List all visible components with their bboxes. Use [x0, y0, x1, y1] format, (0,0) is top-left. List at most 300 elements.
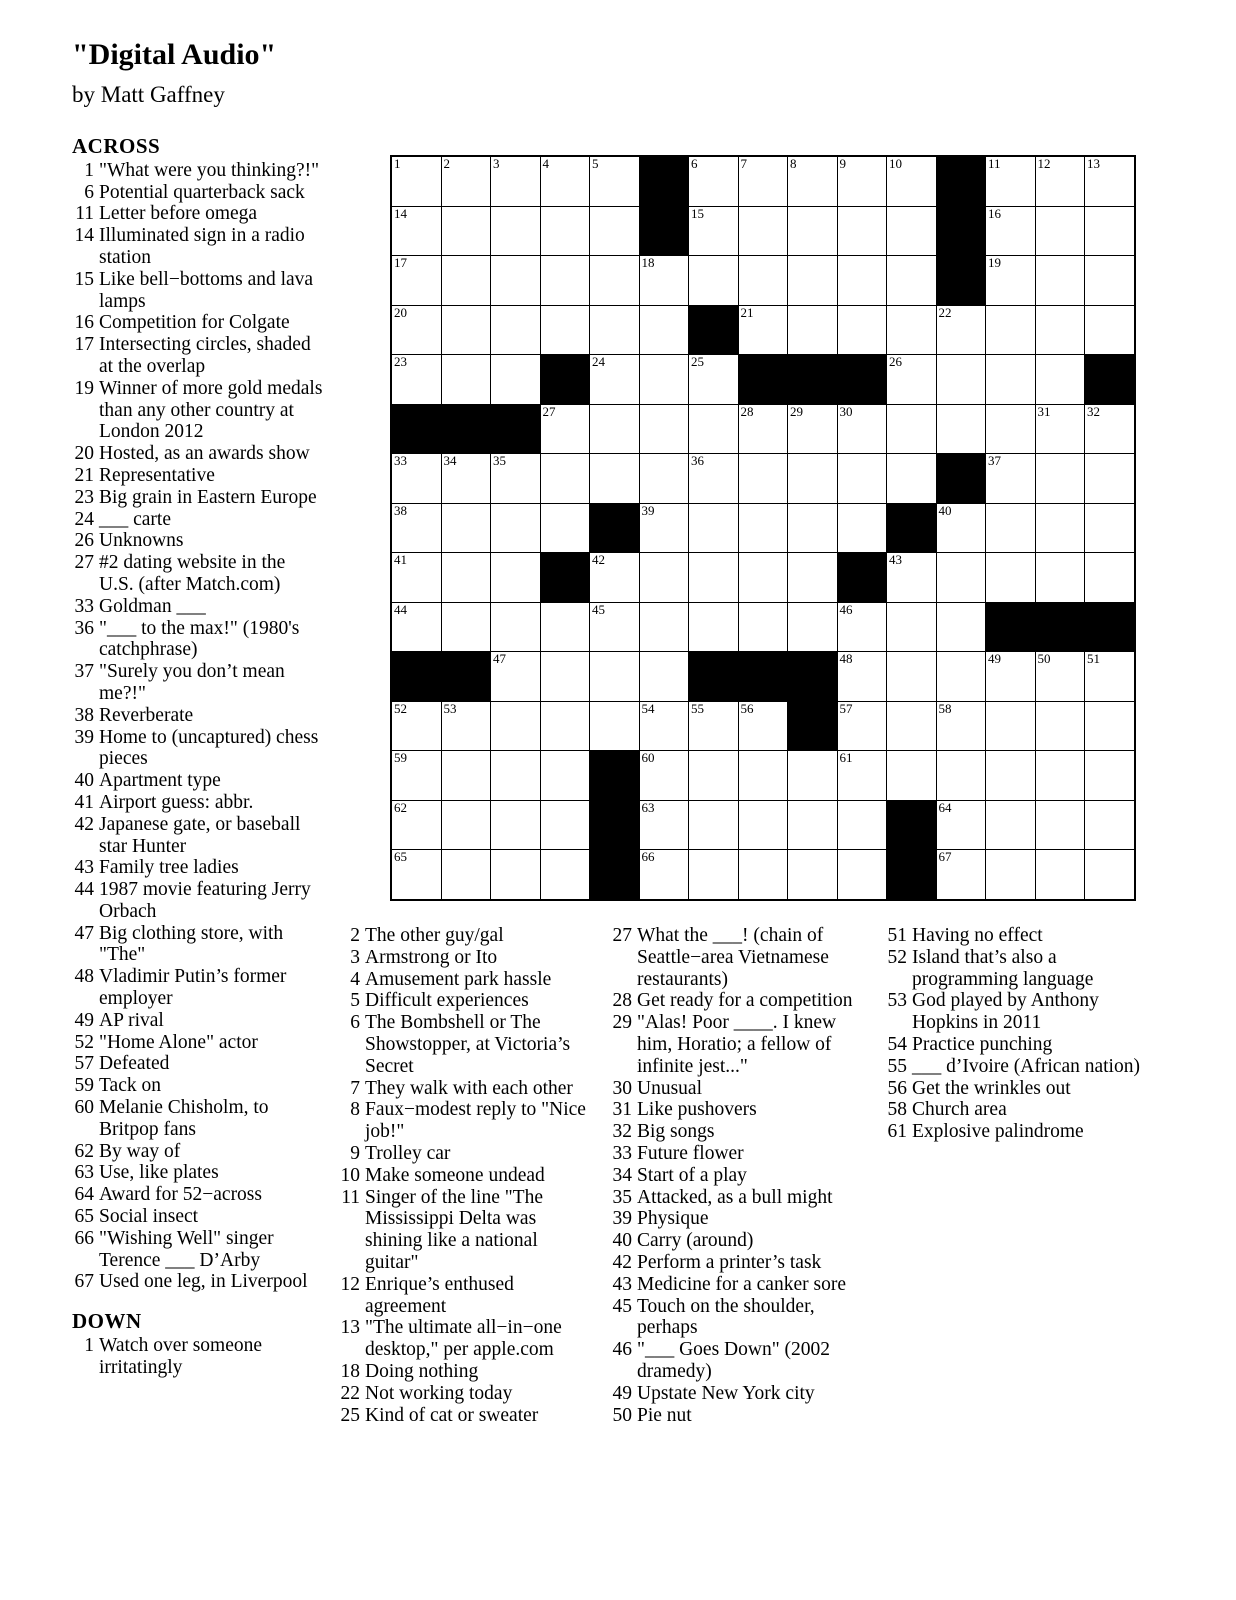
grid-cell[interactable] — [986, 156, 1036, 206]
grid-cell[interactable] — [837, 751, 887, 801]
grid-cell[interactable] — [1035, 206, 1085, 256]
grid-cell[interactable] — [1035, 305, 1085, 355]
grid-cell[interactable] — [1035, 751, 1085, 801]
grid-cell[interactable] — [391, 602, 441, 652]
grid-cell-number: 43 — [889, 552, 902, 567]
clue-item — [72, 465, 324, 487]
clue-text: Like bell−bottoms and lava lamps — [99, 268, 314, 312]
grid-block-cell — [986, 602, 1036, 652]
grid-cell[interactable] — [590, 404, 640, 454]
grid-cell[interactable] — [738, 553, 788, 603]
across-clue-list — [72, 160, 324, 1293]
grid-cell[interactable] — [1085, 156, 1135, 206]
grid-block-cell — [887, 503, 937, 553]
grid-cell[interactable] — [639, 256, 689, 306]
grid-cell[interactable] — [689, 751, 739, 801]
grid-cell[interactable] — [689, 850, 739, 900]
across-clue-column — [72, 136, 324, 1379]
grid-cell-number: 9 — [839, 156, 846, 171]
grid-cell[interactable] — [639, 850, 689, 900]
grid-cell[interactable] — [738, 305, 788, 355]
grid-cell[interactable] — [887, 454, 937, 504]
clue-text: Reverberate — [99, 704, 194, 726]
grid-cell[interactable] — [837, 256, 887, 306]
grid-cell[interactable] — [590, 652, 640, 702]
grid-cell[interactable] — [441, 256, 491, 306]
clue-number: 30 — [612, 1077, 632, 1099]
grid-cell[interactable] — [391, 305, 441, 355]
grid-cell[interactable] — [590, 355, 640, 405]
grid-cell[interactable] — [491, 602, 541, 652]
grid-cell[interactable] — [391, 503, 441, 553]
clue-number: 48 — [74, 966, 94, 988]
grid-cell[interactable] — [1085, 454, 1135, 504]
grid-cell[interactable] — [738, 751, 788, 801]
grid-cell-number: 23 — [394, 354, 407, 369]
grid-cell[interactable] — [639, 404, 689, 454]
grid-cell[interactable] — [491, 652, 541, 702]
grid-cell[interactable] — [540, 850, 590, 900]
grid-cell[interactable] — [639, 305, 689, 355]
grid-cell[interactable] — [837, 652, 887, 702]
grid-cell[interactable] — [491, 701, 541, 751]
grid-cell[interactable] — [1085, 503, 1135, 553]
grid-cell[interactable] — [887, 652, 937, 702]
grid-cell[interactable] — [639, 701, 689, 751]
clue-text: Family tree ladies — [99, 857, 239, 879]
grid-cell[interactable] — [1085, 553, 1135, 603]
grid-cell[interactable] — [986, 256, 1036, 306]
grid-cell[interactable] — [788, 454, 838, 504]
grid-cell[interactable] — [936, 503, 986, 553]
grid-cell[interactable] — [837, 305, 887, 355]
grid-cell[interactable] — [590, 305, 640, 355]
grid-block-cell — [936, 156, 986, 206]
grid-cell[interactable] — [441, 206, 491, 256]
grid-row — [391, 701, 1135, 751]
clue-number: 19 — [74, 377, 94, 399]
clue-text: Home to (uncaptured) chess pieces — [99, 726, 319, 770]
clue-item — [610, 925, 872, 990]
clue-text: "Surely you don’t mean me?!" — [99, 661, 285, 704]
clue-number: 44 — [74, 879, 94, 901]
grid-cell[interactable] — [1085, 800, 1135, 850]
grid-cell[interactable] — [837, 404, 887, 454]
grid-cell[interactable] — [936, 800, 986, 850]
grid-cell[interactable] — [491, 503, 541, 553]
clue-text: Competition for Colgate — [99, 312, 290, 334]
clue-number: 31 — [612, 1099, 632, 1121]
grid-cell-number: 47 — [493, 651, 506, 666]
clue-item — [338, 1274, 596, 1318]
clue-item — [72, 727, 324, 771]
grid-cell-number: 44 — [394, 601, 407, 617]
grid-cell[interactable] — [1085, 701, 1135, 751]
grid-cell-number: 55 — [691, 700, 704, 716]
grid-cell[interactable] — [738, 206, 788, 256]
grid-block-cell — [788, 355, 838, 405]
grid-cell[interactable] — [1035, 652, 1085, 702]
clue-item — [885, 1078, 1143, 1100]
grid-cell[interactable] — [639, 751, 689, 801]
grid-cell-number: 57 — [839, 700, 853, 716]
grid-cell[interactable] — [491, 850, 541, 900]
grid-cell[interactable] — [936, 404, 986, 454]
grid-cell[interactable] — [540, 751, 590, 801]
grid-block-cell — [1085, 355, 1135, 405]
grid-cell[interactable] — [986, 751, 1036, 801]
clue-item — [72, 966, 324, 1010]
grid-cell[interactable] — [1035, 850, 1085, 900]
grid-cell[interactable] — [936, 355, 986, 405]
grid-cell[interactable] — [1035, 553, 1085, 603]
grid-cell[interactable] — [441, 355, 491, 405]
grid-cell[interactable] — [986, 305, 1036, 355]
down-clue-column-4 — [885, 925, 1143, 1143]
clue-number: 47 — [74, 922, 94, 944]
grid-cell[interactable] — [1085, 256, 1135, 306]
grid-cell[interactable] — [441, 602, 491, 652]
clue-text: Like pushovers — [637, 1099, 757, 1121]
grid-cell[interactable] — [986, 800, 1036, 850]
grid-cell[interactable] — [441, 503, 491, 553]
grid-cell[interactable] — [590, 701, 640, 751]
clue-item — [338, 1012, 596, 1077]
clue-item — [610, 1121, 872, 1143]
grid-cell[interactable] — [391, 454, 441, 504]
clue-item — [338, 1405, 596, 1427]
grid-cell[interactable] — [788, 503, 838, 553]
grid-cell[interactable] — [788, 850, 838, 900]
grid-cell[interactable] — [689, 355, 739, 405]
clue-item — [72, 1053, 324, 1075]
grid-cell[interactable] — [540, 503, 590, 553]
grid-cell[interactable] — [590, 156, 640, 206]
clue-text: What the ___! (chain of Seattle−area Vietnamese restaurants) — [637, 925, 829, 990]
grid-cell[interactable] — [738, 503, 788, 553]
grid-cell[interactable] — [1035, 454, 1085, 504]
clue-text: Representative — [99, 464, 215, 486]
grid-cell[interactable] — [639, 553, 689, 603]
grid-cell[interactable] — [837, 503, 887, 553]
clue-text: Apartment type — [99, 770, 221, 792]
grid-block-cell — [391, 404, 441, 454]
grid-cell[interactable] — [1085, 850, 1135, 900]
clue-text: "The ultimate all−in−one desktop," per apple.com — [365, 1317, 562, 1361]
grid-cell[interactable] — [689, 404, 739, 454]
grid-cell[interactable] — [1035, 800, 1085, 850]
clue-number: 26 — [74, 530, 94, 552]
grid-cell[interactable] — [738, 850, 788, 900]
clue-text: Melanie Chisholm, to Britpop fans — [99, 1097, 269, 1140]
clue-number: 52 — [887, 946, 907, 968]
grid-cell-number: 64 — [938, 799, 952, 815]
grid-cell[interactable] — [887, 404, 937, 454]
grid-cell[interactable] — [788, 602, 838, 652]
grid-cell[interactable] — [788, 156, 838, 206]
grid-cell[interactable] — [788, 206, 838, 256]
clue-text: Carry (around) — [637, 1230, 754, 1252]
grid-cell[interactable] — [441, 701, 491, 751]
grid-cell[interactable] — [1085, 206, 1135, 256]
grid-cell[interactable] — [986, 404, 1036, 454]
clue-number: 33 — [74, 595, 94, 617]
grid-cell[interactable] — [689, 156, 739, 206]
grid-cell[interactable] — [491, 553, 541, 603]
grid-cell[interactable] — [1035, 503, 1085, 553]
grid-cell[interactable] — [590, 454, 640, 504]
grid-cell[interactable] — [441, 156, 491, 206]
grid-cell[interactable] — [540, 256, 590, 306]
grid-cell[interactable] — [936, 701, 986, 751]
grid-cell[interactable] — [887, 256, 937, 306]
grid-cell[interactable] — [689, 800, 739, 850]
grid-cell[interactable] — [986, 206, 1036, 256]
grid-cell-number: 41 — [394, 552, 407, 567]
grid-cell[interactable] — [540, 602, 590, 652]
clue-item — [610, 990, 872, 1012]
grid-cell[interactable] — [441, 850, 491, 900]
clue-number: 46 — [612, 1339, 632, 1361]
clue-number: 32 — [612, 1121, 632, 1143]
grid-cell[interactable] — [391, 256, 441, 306]
grid-cell[interactable] — [986, 701, 1036, 751]
grid-cell[interactable] — [540, 454, 590, 504]
grid-cell[interactable] — [788, 404, 838, 454]
grid-cell[interactable] — [986, 503, 1036, 553]
grid-table[interactable] — [390, 155, 1136, 901]
clue-item — [72, 487, 324, 509]
grid-cell[interactable] — [391, 800, 441, 850]
grid-cell[interactable] — [1085, 652, 1135, 702]
clue-text: Island that’s also a programming language — [912, 946, 1094, 990]
grid-cell[interactable] — [491, 305, 541, 355]
grid-cell[interactable] — [590, 256, 640, 306]
grid-row — [391, 602, 1135, 652]
down-clue-list-3 — [610, 925, 872, 1426]
clue-text: Future flower — [637, 1142, 744, 1164]
across-heading: ACROSS — [72, 134, 161, 158]
grid-cell[interactable] — [441, 305, 491, 355]
grid-cell[interactable] — [639, 602, 689, 652]
clue-item — [72, 334, 324, 378]
grid-cell-number: 36 — [691, 453, 704, 468]
grid-cell[interactable] — [689, 503, 739, 553]
grid-cell[interactable] — [540, 800, 590, 850]
grid-cell[interactable] — [540, 206, 590, 256]
grid-cell[interactable] — [788, 751, 838, 801]
grid-cell[interactable] — [887, 355, 937, 405]
grid-cell[interactable] — [738, 404, 788, 454]
grid-cell[interactable] — [391, 156, 441, 206]
grid-cell[interactable] — [590, 206, 640, 256]
grid-cell[interactable] — [540, 701, 590, 751]
clue-text: Used one leg, in Liverpool — [99, 1271, 308, 1293]
grid-cell[interactable] — [689, 206, 739, 256]
grid-block-cell — [936, 206, 986, 256]
clue-number: 40 — [74, 770, 94, 792]
grid-cell[interactable] — [936, 652, 986, 702]
clue-item — [72, 1162, 324, 1184]
grid-cell[interactable] — [887, 602, 937, 652]
clue-number: 61 — [887, 1121, 907, 1143]
clue-number: 35 — [612, 1186, 632, 1208]
grid-cell-number: 62 — [394, 799, 407, 815]
grid-cell[interactable] — [391, 751, 441, 801]
grid-cell[interactable] — [936, 850, 986, 900]
clue-number: 65 — [74, 1206, 94, 1228]
grid-cell[interactable] — [491, 256, 541, 306]
grid-cell[interactable] — [936, 305, 986, 355]
grid-cell[interactable] — [639, 652, 689, 702]
grid-block-cell — [738, 355, 788, 405]
grid-cell[interactable] — [738, 800, 788, 850]
clue-text: Hosted, as an awards show — [99, 443, 310, 465]
grid-cell[interactable] — [986, 355, 1036, 405]
clue-item — [72, 1075, 324, 1097]
clue-item — [885, 1099, 1143, 1121]
grid-cell[interactable] — [1035, 404, 1085, 454]
grid-cell[interactable] — [936, 553, 986, 603]
clue-number: 45 — [612, 1295, 632, 1317]
grid-cell[interactable] — [540, 404, 590, 454]
grid-cell[interactable] — [986, 652, 1036, 702]
grid-cell[interactable] — [491, 454, 541, 504]
grid-cell[interactable] — [441, 553, 491, 603]
clue-text: The Bombshell or The Showstopper, at Victoria’s Secret — [365, 1012, 571, 1077]
clue-text: Enrique’s enthused agreement — [365, 1273, 514, 1317]
clue-item — [72, 509, 324, 531]
grid-cell[interactable] — [887, 701, 937, 751]
grid-cell[interactable] — [491, 156, 541, 206]
grid-cell[interactable] — [391, 850, 441, 900]
clue-item — [72, 378, 324, 443]
clue-text: Winner of more gold medals than any other country at London 2012 — [99, 377, 323, 443]
grid-cell[interactable] — [391, 701, 441, 751]
grid-cell[interactable] — [1085, 404, 1135, 454]
grid-cell[interactable] — [887, 206, 937, 256]
grid-cell[interactable] — [689, 256, 739, 306]
clue-item — [338, 925, 596, 947]
grid-cell[interactable] — [1035, 256, 1085, 306]
grid-cell[interactable] — [1035, 355, 1085, 405]
grid-cell[interactable] — [689, 701, 739, 751]
grid-cell[interactable] — [837, 454, 887, 504]
grid-cell[interactable] — [986, 454, 1036, 504]
grid-cell[interactable] — [936, 602, 986, 652]
grid-cell[interactable] — [540, 156, 590, 206]
clue-number: 8 — [350, 1099, 360, 1121]
grid-cell[interactable] — [738, 454, 788, 504]
grid-block-cell — [441, 652, 491, 702]
clue-text: Doing nothing — [365, 1360, 479, 1382]
grid-cell[interactable] — [1035, 156, 1085, 206]
clue-text: Airport guess: abbr. — [99, 791, 254, 813]
grid-cell-number: 3 — [493, 156, 500, 171]
grid-cell[interactable] — [887, 553, 937, 603]
clue-item — [72, 1097, 324, 1141]
grid-cell[interactable] — [639, 454, 689, 504]
grid-cell[interactable] — [590, 602, 640, 652]
grid-cell[interactable] — [738, 602, 788, 652]
grid-cell-number: 16 — [988, 205, 1001, 221]
grid-cell[interactable] — [1035, 701, 1085, 751]
grid-cell[interactable] — [738, 701, 788, 751]
grid-cell[interactable] — [491, 751, 541, 801]
grid-cell[interactable] — [837, 602, 887, 652]
clue-text: Award for 52−across — [99, 1184, 262, 1206]
grid-cell[interactable] — [887, 305, 937, 355]
grid-cell[interactable] — [540, 652, 590, 702]
clue-number: 9 — [350, 1142, 360, 1164]
grid-cell[interactable] — [986, 553, 1036, 603]
clue-item — [885, 1056, 1143, 1078]
grid-cell[interactable] — [837, 206, 887, 256]
clue-text: Singer of the line "The Mississippi Delta was shining like a national guitar" — [365, 1186, 543, 1273]
grid-cell[interactable] — [441, 800, 491, 850]
grid-cell[interactable] — [837, 800, 887, 850]
grid-cell[interactable] — [788, 305, 838, 355]
grid-cell[interactable] — [689, 602, 739, 652]
clue-item — [338, 1383, 596, 1405]
grid-cell[interactable] — [639, 800, 689, 850]
grid-cell[interactable] — [887, 751, 937, 801]
grid-cell[interactable] — [986, 850, 1036, 900]
clue-item — [338, 1317, 596, 1361]
grid-cell[interactable] — [689, 454, 739, 504]
grid-cell[interactable] — [788, 553, 838, 603]
grid-cell[interactable] — [689, 553, 739, 603]
grid-cell[interactable] — [540, 305, 590, 355]
grid-cell[interactable] — [491, 800, 541, 850]
grid-cell[interactable] — [441, 751, 491, 801]
grid-cell[interactable] — [738, 156, 788, 206]
grid-cell[interactable] — [837, 156, 887, 206]
grid-block-cell — [1035, 602, 1085, 652]
grid-cell[interactable] — [1085, 305, 1135, 355]
clue-number: 27 — [74, 552, 94, 574]
clue-number: 42 — [74, 813, 94, 835]
crossword-grid[interactable] — [390, 155, 1136, 901]
grid-cell[interactable] — [837, 850, 887, 900]
clue-item — [610, 1383, 872, 1405]
grid-cell[interactable] — [391, 355, 441, 405]
grid-cell[interactable] — [639, 355, 689, 405]
grid-cell[interactable] — [837, 701, 887, 751]
clue-number: 3 — [350, 946, 360, 968]
grid-cell[interactable] — [391, 553, 441, 603]
grid-cell[interactable] — [788, 256, 838, 306]
grid-cell-number: 40 — [938, 502, 952, 518]
grid-cell[interactable] — [391, 206, 441, 256]
grid-cell[interactable] — [491, 355, 541, 405]
clue-number: 64 — [74, 1184, 94, 1206]
grid-cell[interactable] — [1085, 751, 1135, 801]
grid-cell[interactable] — [441, 454, 491, 504]
grid-cell[interactable] — [491, 206, 541, 256]
grid-cell[interactable] — [887, 156, 937, 206]
grid-cell[interactable] — [639, 503, 689, 553]
grid-cell[interactable] — [738, 256, 788, 306]
clue-number: 6 — [350, 1012, 360, 1034]
grid-cell[interactable] — [590, 553, 640, 603]
clue-number: 41 — [74, 791, 94, 813]
clue-text: Amusement park hassle — [365, 968, 552, 990]
clue-item — [72, 182, 324, 204]
grid-cell[interactable] — [788, 800, 838, 850]
grid-cell-number: 49 — [988, 651, 1001, 666]
grid-cell[interactable] — [936, 751, 986, 801]
